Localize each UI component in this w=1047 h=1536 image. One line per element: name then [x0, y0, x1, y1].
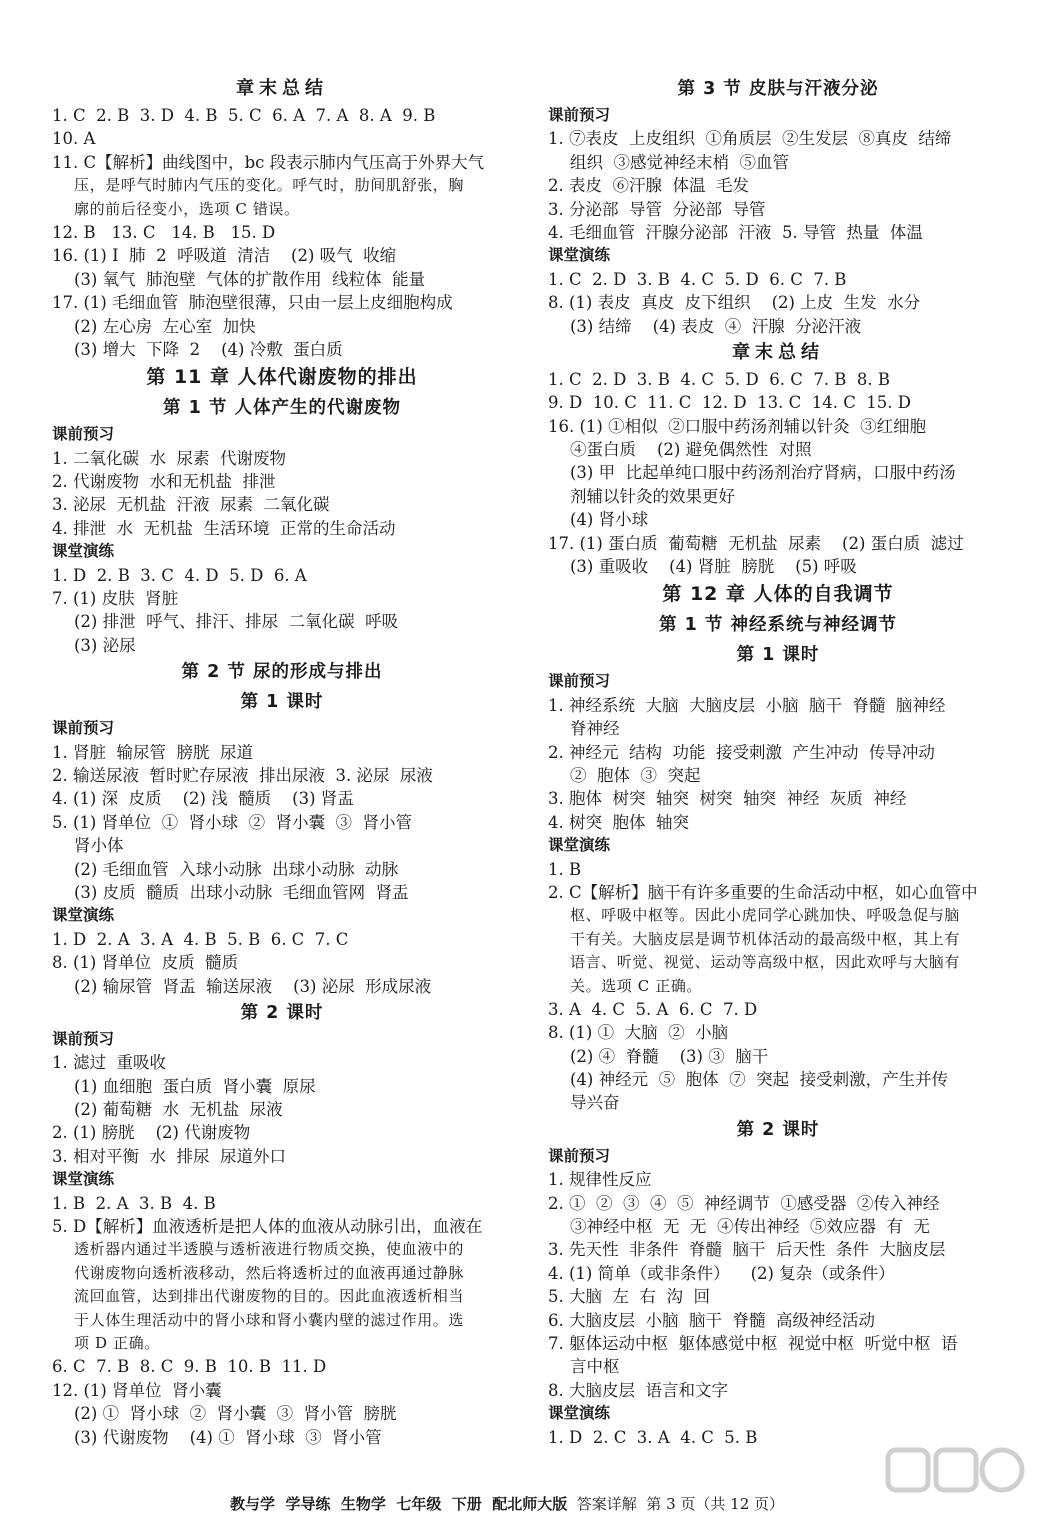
answer-line: (2) 输尿管 肾盂 输送尿液 (3) 泌尿 形成尿液 — [74, 976, 432, 996]
answer-line: (3) 氧气 肺泡壁 气体的扩散作用 线粒体 能量 — [74, 269, 426, 289]
page-footer — [230, 1493, 784, 1514]
answer-line: (2) ① 肾小球 ② 肾小囊 ③ 肾小管 膀胱 — [74, 1404, 397, 1424]
answer-line: 2. 输送尿液 暂时贮存尿液 排出尿液 3. 泌尿 尿液 — [52, 765, 433, 785]
answer-line: (2) ④ 脊髓 (3) ③ 脑干 — [570, 1046, 769, 1066]
answer-line: 1. 二氧化碳 水 尿素 代谢废物 — [52, 448, 286, 468]
answer-line: 1. B — [548, 859, 582, 879]
answer-line: (4) 神经元 ⑤ 胞体 ⑦ 突起 接受刺激，产生并传 — [570, 1070, 949, 1090]
section-title: 第 3 节 皮肤与汗液分泌 — [677, 79, 879, 99]
answer-line: 17. (1) 毛细血管 肺泡壁很薄，只由一层上皮细胞构成 — [52, 293, 453, 313]
answer-line: 5. D【解析】血液透析是把人体的血液从动脉引出，血液在 — [52, 1217, 483, 1237]
subsection-label: 课前预习 — [548, 672, 611, 691]
answer-line: 廓的前后径变小，选项 C 错误。 — [74, 199, 300, 218]
answer-line: (3) 皮质 髓质 出球小动脉 毛细血管网 肾盂 — [74, 882, 409, 902]
answer-line: 3. 胞体 树突 轴突 树突 轴突 神经 灰质 神经 — [548, 789, 907, 809]
answer-line: 枢、呼吸中枢等。因此小虎同学心跳加快、呼吸急促与脑 — [570, 906, 961, 925]
answer-line: 干有关。大脑皮层是调节机体活动的最高级中枢，其上有 — [570, 929, 961, 948]
answer-line: 4. 毛细血管 汗腺分泌部 汗液 5. 导管 热量 体温 — [548, 222, 923, 242]
answer-line: 1. B 2. A 3. B 4. B — [52, 1193, 216, 1213]
answer-line: 2. (1) 膀胱 (2) 代谢废物 — [52, 1123, 251, 1143]
subsection-label: 课前预习 — [52, 425, 115, 444]
answer-line: 4. (1) 深 皮质 (2) 浅 髓质 (3) 肾盂 — [52, 789, 354, 809]
answer-line: 3. 分泌部 导管 分泌部 导管 — [548, 199, 766, 219]
section-title: 章末总结 — [732, 341, 824, 363]
right-column — [548, 74, 1008, 1449]
answer-line: (3) 泌尿 — [74, 635, 136, 655]
answer-line: 4. 树突 胞体 轴突 — [548, 812, 689, 832]
answer-line: 1. D 2. C 3. A 4. C 5. B — [548, 1427, 758, 1447]
answer-line: 1. C 2. D 3. B 4. C 5. D 6. C 7. B 8. B — [548, 369, 891, 389]
answer-line: 言中枢 — [570, 1357, 620, 1377]
answer-line: (4) 肾小球 — [570, 510, 649, 530]
subsection-label: 课前预习 — [548, 106, 611, 124]
answer-line: 剂辅以针灸的效果更好 — [570, 486, 735, 506]
section-title: 第 12 章 人体的自我调节 — [662, 583, 894, 606]
subsection-label: 课前预习 — [548, 1146, 611, 1165]
section-title: 第 1 课时 — [736, 645, 820, 666]
answer-line: 组织 ③感觉神经末梢 ⑤血管 — [570, 152, 789, 172]
answer-line: 肾小体 — [74, 836, 124, 856]
answer-line: 12. B 13. C 14. B 15. D — [52, 222, 276, 242]
answer-line: 3. 泌尿 无机盐 汗液 尿素 二氧化碳 — [52, 495, 330, 515]
answer-line: ③神经中枢 无 无 ④传出神经 ⑤效应器 有 无 — [570, 1217, 930, 1237]
answer-line: 1. D 2. B 3. C 4. D 5. D 6. A — [52, 565, 307, 585]
answer-line: 16. (1) Ⅰ 肺 2 呼吸道 清洁 (2) 吸气 收缩 — [52, 246, 397, 266]
left-column — [52, 74, 512, 1449]
subsection-label: 课堂演练 — [52, 906, 115, 925]
answer-line: 8. (1) ① 大脑 ② 小脑 — [548, 1023, 729, 1043]
answer-line: 9. D 10. C 11. C 12. D 13. C 14. C 15. D — [548, 393, 912, 413]
watermark-logo-icon — [880, 1440, 1030, 1530]
footer-series: 教与学 学导练 生物学 七年级 下册 配北师大版 — [230, 1495, 568, 1513]
answer-line: 2. ① ② ③ ④ ⑤ 神经调节 ①感受器 ②传入神经 — [548, 1193, 940, 1213]
subsection-label: 课堂演练 — [548, 836, 611, 855]
answer-line: 3. A 4. C 5. A 6. C 7. D — [548, 999, 758, 1019]
answer-line: 1. 规律性反应 — [548, 1170, 652, 1190]
answer-line: 1. ⑦表皮 上皮组织 ①角质层 ②生发层 ⑧真皮 结缔 — [548, 129, 952, 149]
answer-line: 压，是呼气时肺内气压的变化。呼气时，肋间肌舒张，胸 — [74, 176, 465, 195]
answer-line: 1. 神经系统 大脑 大脑皮层 小脑 脑干 脊髓 脑神经 — [548, 695, 946, 715]
answer-line: 2. 代谢废物 水和无机盐 排泄 — [52, 472, 276, 492]
answer-line: (3) 结缔 (4) 表皮 ④ 汗腺 分泌汗液 — [570, 316, 862, 336]
answer-line: 5. (1) 肾单位 ① 肾小球 ② 肾小囊 ③ 肾小管 — [52, 812, 413, 832]
answer-line: 6. C 7. B 8. C 9. B 10. B 11. D — [52, 1357, 327, 1377]
answer-line: 透析器内通过半透膜与透析液进行物质交换，使血液中的 — [74, 1240, 465, 1259]
answer-line: ④蛋白质 (2) 避免偶然性 对照 — [570, 440, 812, 460]
answer-line: 4. (1) 简单（或非条件） (2) 复杂（或条件） — [548, 1263, 895, 1283]
answer-line: 流回血管，达到排出代谢废物的目的。因此血液透析相当 — [74, 1287, 465, 1306]
answer-line: 17. (1) 蛋白质 葡萄糖 无机盐 尿素 (2) 蛋白质 滤过 — [548, 533, 964, 553]
answer-line: 代谢废物向透析液移动，然后将透析过的血液再通过静脉 — [74, 1263, 465, 1282]
answer-line: (3) 甲 比起单纯口服中药汤剂治疗肾病，口服中药汤 — [570, 463, 956, 483]
answer-line: 6. 大脑皮层 小脑 脑干 脊髓 高级神经活动 — [548, 1310, 875, 1330]
answer-line: 于人体生理活动中的肾小球和肾小囊内壁的滤过作用。选 — [74, 1310, 465, 1329]
answer-line: 7. 躯体运动中枢 躯体感觉中枢 视觉中枢 听觉中枢 语 — [548, 1333, 958, 1353]
answer-line: 1. C 2. B 3. D 4. B 5. C 6. A 7. A 8. A 9. B — [52, 106, 436, 125]
subsection-label: 课堂演练 — [548, 246, 611, 265]
answer-line: 11. C【解析】曲线图中，bc 段表示肺内气压高于外界大气 — [52, 152, 485, 172]
answer-line: 项 D 正确。 — [74, 1333, 160, 1352]
answer-line: 10. A — [52, 129, 96, 149]
answer-line: 脊神经 — [570, 719, 620, 739]
answer-line: 2. 神经元 结构 功能 接受刺激 产生冲动 传导冲动 — [548, 742, 935, 762]
subsection-label: 课前预习 — [52, 1029, 115, 1048]
answer-line: (3) 代谢废物 (4) ① 肾小球 ③ 肾小管 — [74, 1427, 382, 1447]
answer-line: (2) 排泄 呼气、排汗、排尿 二氧化碳 呼吸 — [74, 612, 399, 632]
answer-line: 5. 大脑 左 右 沟 回 — [548, 1287, 710, 1307]
answer-line: 3. 先天性 非条件 脊髓 脑干 后天性 条件 大脑皮层 — [548, 1240, 946, 1260]
answer-line: 8. (1) 表皮 真皮 皮下组织 (2) 上皮 生发 水分 — [548, 293, 921, 313]
answer-line: 16. (1) ①相似 ②口服中药汤剂辅以针灸 ③红细胞 — [548, 416, 927, 436]
answer-line: 8. (1) 肾单位 皮质 髓质 — [52, 953, 239, 973]
answer-line: (2) 毛细血管 入球小动脉 出球小动脉 动脉 — [74, 859, 399, 879]
subsection-label: 课堂演练 — [52, 1170, 115, 1189]
answer-line: (2) 葡萄糖 水 无机盐 尿液 — [74, 1100, 283, 1120]
answer-line: (3) 增大 下降 2 (4) 冷敷 蛋白质 — [74, 339, 343, 359]
section-title: 第 2 节 尿的形成与排出 — [181, 662, 383, 683]
subsection-label: 课前预习 — [52, 719, 115, 738]
answer-line: 1. C 2. D 3. B 4. C 5. D 6. C 7. B — [548, 269, 847, 289]
answer-line: 8. 大脑皮层 语言和文字 — [548, 1380, 728, 1400]
subsection-label: 课堂演练 — [548, 1404, 611, 1423]
answer-line: (3) 重吸收 (4) 肾脏 膀胱 (5) 呼吸 — [570, 557, 857, 577]
section-title: 第 1 节 人体产生的代谢废物 — [163, 398, 401, 419]
answer-line: 关。选项 C 正确。 — [570, 976, 703, 995]
section-title: 第 2 课时 — [240, 1002, 324, 1023]
answer-line: 2. C【解析】脑干有许多重要的生命活动中枢，如心血管中 — [548, 882, 978, 902]
answer-line: 12. (1) 肾单位 肾小囊 — [52, 1380, 222, 1400]
section-title: 第 1 节 神经系统与神经调节 — [659, 615, 897, 636]
section-title: 第 11 章 人体代谢废物的排出 — [146, 366, 418, 389]
section-title: 第 1 课时 — [240, 692, 324, 713]
answer-line: (1) 血细胞 蛋白质 肾小囊 原尿 — [74, 1076, 316, 1096]
section-title: 第 2 课时 — [736, 1119, 820, 1140]
section-title: 章末总结 — [236, 78, 328, 99]
answer-line: 4. 排泄 水 无机盐 生活环境 正常的生命活动 — [52, 518, 396, 538]
answer-line: ② 胞体 ③ 突起 — [570, 765, 701, 785]
answer-line: 语言、听觉、视觉、运动等高级中枢，因此欢呼与大脑有 — [570, 953, 961, 972]
answer-line: 导兴奋 — [570, 1093, 620, 1113]
answer-line: 2. 表皮 ⑥汗腺 体温 毛发 — [548, 176, 749, 196]
answer-line: 3. 相对平衡 水 排尿 尿道外口 — [52, 1146, 286, 1166]
subsection-label: 课堂演练 — [52, 542, 115, 561]
footer-page-number: 答案详解 第 3 页（共 12 页） — [567, 1495, 785, 1513]
answer-line: 1. D 2. A 3. A 4. B 5. B 6. C 7. C — [52, 929, 349, 949]
answer-line: 1. 肾脏 输尿管 膀胱 尿道 — [52, 742, 253, 762]
answer-line: 1. 滤过 重吸收 — [52, 1053, 166, 1073]
answer-line: (2) 左心房 左心室 加快 — [74, 316, 256, 336]
answer-line: 7. (1) 皮肤 肾脏 — [52, 589, 179, 609]
